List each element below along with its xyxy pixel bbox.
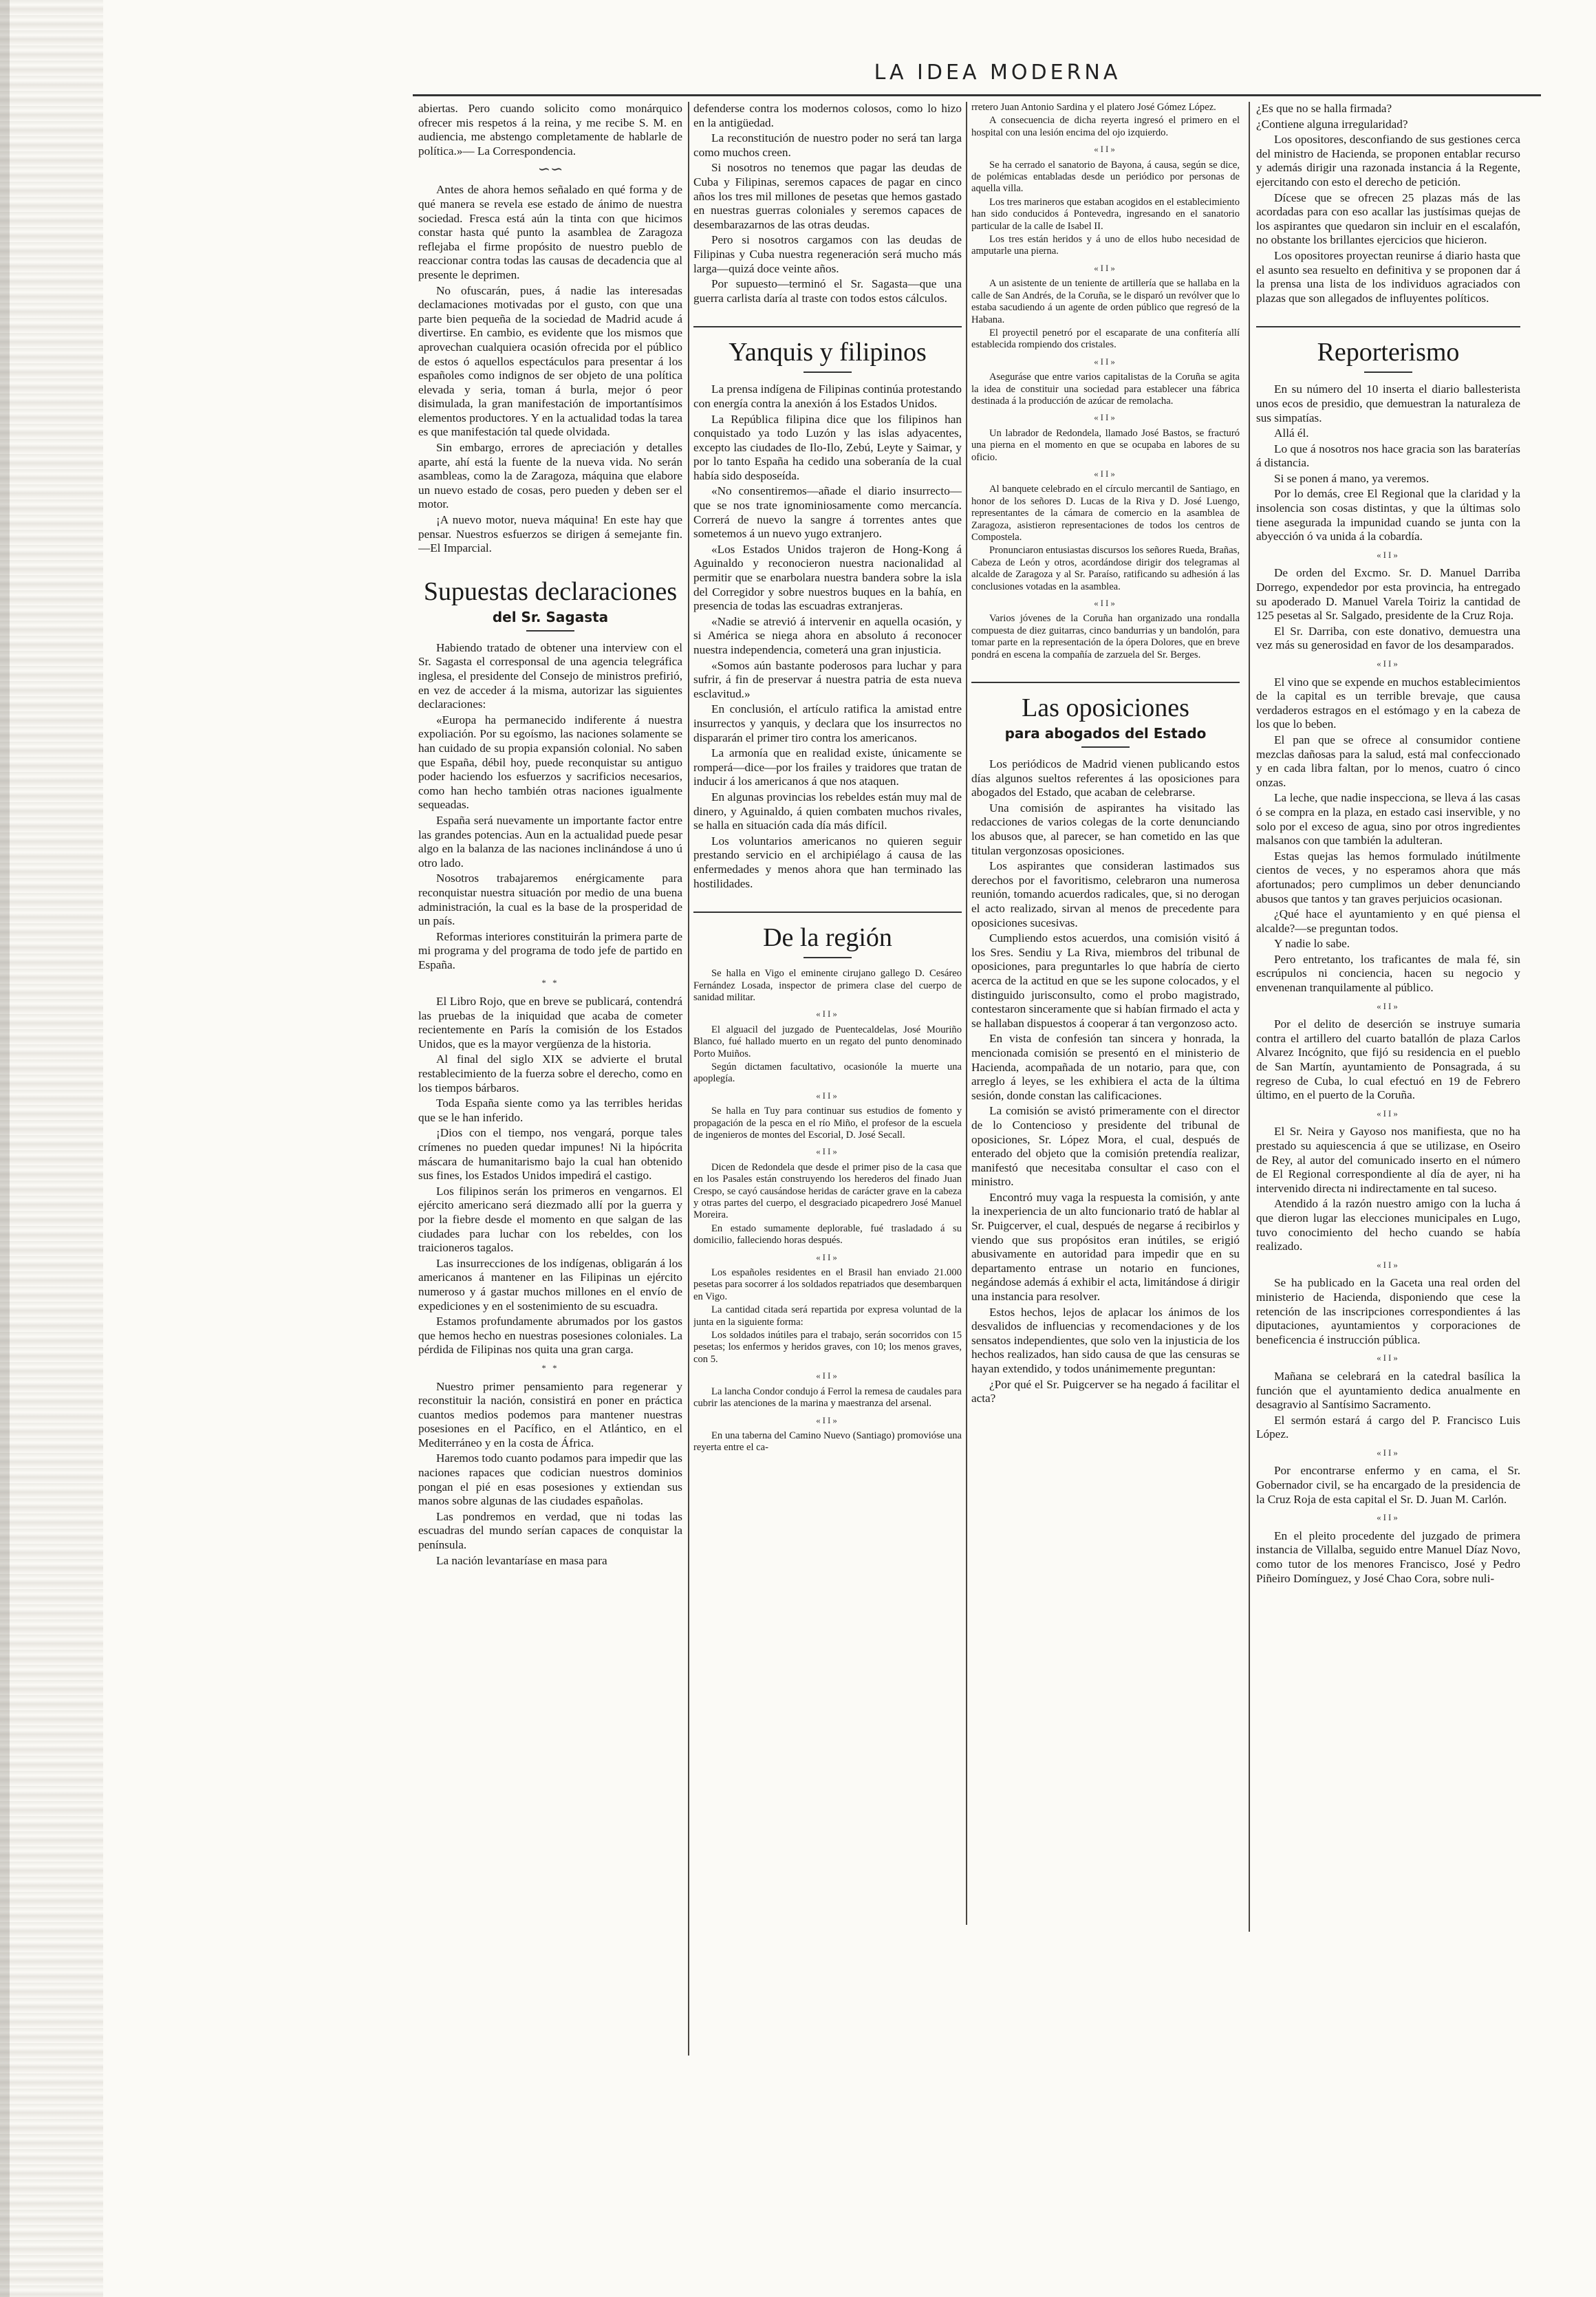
separator-mark: «II»	[1094, 262, 1117, 273]
column-divider	[966, 102, 967, 1925]
paragraph: La comisión se avistó primeramente con el director de lo Contencioso y presidente del tribunal de oposiciones, Sr. López Mora, el cual, después de enterado del objeto que la comisión pretendía realizar, manifestó que necesitaba consultar el caso con el ministro.	[971, 1104, 1240, 1189]
separator-mark: «II»	[816, 1370, 839, 1381]
paragraph: Al banquete celebrado en el círculo mercantil de Santiago, en honor de los señores D. Lucas de la Riva y D. José Luengo, representantes de la cámara de comercio en la asamblea de Zaragoza, asistieron representaciones de todos los centros de Compostela.	[971, 484, 1240, 543]
article-heading: Yanquis y filipinos	[693, 326, 962, 367]
paragraph: Atendido á la razón nuestro amigo con la lucha á que dieron lugar las elecciones municipales en Lugo, tuvo conocimiento del hecho cuando se había realizado.	[1256, 1197, 1520, 1253]
asterism: * *	[541, 1362, 559, 1373]
paragraph: La armonía que en realidad existe, únicamente se romperá—dice—por los frailes y traidores que tratan de inducir á los americanos á que nos ataquen.	[693, 746, 962, 788]
paragraph: El sermón estará á cargo del P. Francisco Luis López.	[1256, 1413, 1520, 1441]
paragraph: Dícese que se ofrecen 25 plazas más de las acordadas para con eso acallar las justísimas quejas de los aspirantes que quedaron sin incluir en el escalafón, no obstante los brillantes ejercicios que hicieron.	[1256, 191, 1520, 247]
paragraph: La cantidad citada será repartida por expresa voluntad de la junta en la siguiente forma:	[693, 1304, 962, 1328]
paragraph: Según dictamen facultativo, ocasionóle la muerte una apoplegía.	[693, 1061, 962, 1085]
paragraph: Por supuesto—terminó el Sr. Sagasta—que una guerra carlista daría al traste con todos estos cálculos.	[693, 277, 962, 305]
paragraph: En algunas provincias los rebeldes están muy mal de dinero, y Aguinaldo, á quien combaten muchos rivales, se halla en situación cada día más difícil.	[693, 790, 962, 832]
paragraph: Los periódicos de Madrid vienen publicando estos días algunos sueltos referentes á las oposiciones para abogados del Estado, que acaban de celebrarse.	[971, 757, 1240, 799]
paragraph: Los opositores proyectan reunirse á diario hasta que el asunto sea resuelto en definitiva y se proponen dar á la prensa una lista de los individuos agraciados con plazas que son allegados de influyentes políticos.	[1256, 248, 1520, 305]
paragraph: «No consentiremos—añade el diario insurrecto—que se nos trate ignominiosamente como mercancía. Correrá de nuevo la sangre á torrentes antes que sometemos á un nuevo yugo extranjero.	[693, 484, 962, 541]
heading-rule	[804, 371, 852, 373]
paragraph: Los tres marineros que estaban acogidos en el establecimiento han sido conducidos á Pontevedra, ingresando en el sanatorio particular de la calle de Isabel II.	[971, 196, 1240, 232]
separator-mark: «II»	[1377, 549, 1400, 560]
paragraph: defenderse contra los modernos colosos, como lo hizo en la antigüedad.	[693, 102, 962, 129]
separator-mark: «II»	[1377, 1259, 1400, 1270]
paragraph: El proyectil penetró por el escaparate de una confitería allí establecida rompiendo dos cristales.	[971, 327, 1240, 351]
separator-mark: «II»	[816, 1090, 839, 1101]
paragraph: La República filipina dice que los filipinos han conquistado ya todo Luzón y las islas adyacentes, excepto las ciudades de Ilo-Ilo, Zebú, Leyte y Saimar, y por lo tanto España ha cedido una soberanía de la cual había sido desposeída.	[693, 412, 962, 482]
paragraph: La nación levantaríase en masa para	[436, 1553, 607, 1567]
paragraph: Encontró muy vaga la respuesta la comisión, y ante la inexperiencia de un alto funcionario trató de hablar al Sr. Puigcerver, el cual, después de negarse á recibirlos y viendo que sus propósitos eran inútiles, se erigió abusivamente en autoridad para impedir que en su departamento entrase un notario en funciones, negándose además á exhibir el acta, limitándose á dirigir una instancia para resolver.	[971, 1190, 1240, 1304]
separator-mark: «II»	[816, 1009, 839, 1020]
separator-mark: «II»	[1377, 658, 1400, 669]
paragraph: «Nadie se atrevió á intervenir en aquella ocasión, y si América se niega ahora en absoluto á reconocer nuestra independencia, cometerá una gran injusticia.	[693, 614, 962, 656]
paragraph: «Europa ha permanecido indiferente á nuestra expoliación. Por su egoísmo, las naciones solamente se han cuidado de su propia expansión colonial. No saben que España, débil hoy, puede reconquistar su antiguo poder haciendo los esfuerzos y sacrificios necesarios, como han hecho también otras naciones igualmente sequeadas.	[418, 713, 682, 812]
paragraph: ¿Es que no se halla firmada?	[1256, 102, 1392, 115]
paragraph: ¿Por qué el Sr. Puigcerver se ha negado á facilitar el acta?	[971, 1377, 1240, 1405]
ornament-swash: ∽∽	[537, 160, 563, 178]
paragraph: El alguacil del juzgado de Puentecaldelas, José Mouriño Blanco, fué hallado muerto en un regato del punto denominado Porto Muiños.	[693, 1024, 962, 1059]
paragraph: Se halla en Vigo el eminente cirujano gallego D. Cesáreo Fernández Losada, inspector de primera clase del cuerpo de sanidad militar.	[693, 968, 962, 1003]
paragraph: ¡A nuevo motor, nueva máquina! En este hay que pensar. Nuestros esfuerzos se dirigen á semejante fin.—El Imparcial.	[418, 513, 682, 555]
separator-mark: «II»	[1377, 1512, 1400, 1523]
paragraph: Estas quejas las hemos formulado inútilmente cientos de veces, y no esperamos ahora que más afortunados; pero cumplimos un deber denunciando abusos que tantos y tan graves perjuicios ocasionan.	[1256, 849, 1520, 905]
paragraph: Por el delito de deserción se instruye sumaria contra el artillero del cuarto batallón de plaza Carlos Alvarez Incógnito, que fijó su residencia en el pueblo de San Martín, ayuntamiento de Ponsagrada, á su regreso de Cuba, lo cual efectuó en 19 de Febrero último, en el puerto de la Coruña.	[1256, 1017, 1520, 1102]
paragraph: «Somos aún bastante poderosos para luchar y para sufrir, á fin de preservar á nuestra patria de esta nueva esclavitud.»	[693, 658, 962, 700]
paragraph: La prensa indígena de Filipinas continúa protestando con energía contra la anexión á los Estados Unidos.	[693, 382, 962, 410]
paragraph: El Sr. Darriba, con este donativo, demuestra una vez más su generosidad en favor de los desamparados.	[1256, 624, 1520, 652]
paragraph: Por lo demás, cree El Regional que la claridad y la insolencia son cosas distintas, y que la últimas solo tiene asegurada la impunidad cuando se junta con la abyección ó va unida á la cobardía.	[1256, 487, 1520, 543]
paragraph: Los españoles residentes en el Brasil han enviado 21.000 pesetas para socorrer á los soldados repatriados que desembarquen en Vigo.	[693, 1267, 962, 1302]
article-heading: Supuestas declaraciones	[423, 576, 678, 606]
paragraph: La leche, que nadie inspecciona, se lleva á las casas ó se compra en la plaza, en estado casi inservible, y no solo por el exceso de agua, sino por otros ingredientes malsanos con que también la adulteran.	[1256, 791, 1520, 848]
paragraph: Por encontrarse enfermo y en cama, el Sr. Gobernador civil, se ha encargado de la presidencia de la Cruz Roja de esta capital el Sr. D. Juan M. Carlón.	[1256, 1464, 1520, 1506]
masthead	[413, 59, 1541, 99]
paragraph: El pan que se ofrece al consumidor contiene mezclas dañosas para la salud, está mal confeccionado y en cada libra faltan, por lo menos, cuatro ó cinco onzas.	[1256, 733, 1520, 789]
column-divider	[688, 102, 689, 2056]
paragraph: Dicen de Redondela que desde el primer piso de la casa que en los Pasales están construyendo los herederos del finado Juan Crespo, se cayó causándose heridas de carácter grave en la cabeza y otras partes del cuerpo, el desgraciado picapedrero José Manuel Moreira.	[693, 1161, 962, 1221]
paragraph: Pronunciaron entusiastas discursos los señores Rueda, Brañas, Cabeza de León y otros, acordándose dirigir dos telegramas al alcalde de Zaragoza y al Sr. Paraíso, ratificando su adhesión á las conclusiones votadas en la asamblea.	[971, 545, 1240, 592]
article-subheading: para abogados del Estado	[1004, 725, 1207, 742]
paragraph: Nosotros trabajaremos enérgicamente para reconquistar nuestra situación por medio de una buena administración, la cual es la base de la prosperidad de un país.	[418, 872, 682, 928]
masthead-rule	[413, 94, 1541, 96]
article-heading: Las oposiciones	[971, 682, 1240, 723]
heading-rule	[1364, 371, 1412, 373]
separator-mark: «II»	[1377, 1000, 1400, 1011]
paragraph: Reformas interiores constituirán la primera parte de mi programa y del programa de todo jefe de partido en España.	[418, 929, 682, 971]
paragraph: A consecuencia de dicha reyerta ingresó el primero en el hospital con una lesión encima del ojo izquierdo.	[971, 115, 1240, 138]
paragraph: Antes de ahora hemos señalado en qué forma y de qué manera se revela ese estado de ánimo de nuestra sociedad. Fresca está aún la tinta con que hicimos constar hasta qué punto la asamblea de Zaragoza reflejaba el firme propósito de nuestro pueblo de reaccionar contra todas las causas de decadencia que al presente le deprimen.	[418, 183, 682, 281]
binding-edge	[0, 0, 10, 2297]
paragraph: No ofuscarán, pues, á nadie las interesadas declamaciones motivadas por el gusto, con que una parte bien pequeña de la sociedad de Madrid acude á divertirse. En cambio, es evidente que los mismos que aprovechan cualquiera ocasión ofrecida por el público de estos ó aquellos espectáculos para presentar á los españoles como indignos de ser objeto de una política elevada y seria, toman á burla, mejor ó peor disimulada, la gran manifestación de importantísimos elementos productores. Y en la actualidad todas la tarea es que manifestación tal quede olvidada.	[418, 283, 682, 439]
paragraph: Pero si nosotros cargamos con las deudas de Filipinas y Cuba nuestra regeneración será mucho más larga—quizá doce veinte años.	[693, 233, 962, 275]
paragraph: Al final del siglo XIX se advierte el brutal restablecimiento de la fuerza sobre el derecho, como en los tiempos bárbaros.	[418, 1053, 682, 1094]
separator-mark: «II»	[816, 1414, 839, 1425]
article-heading: De la región	[693, 912, 962, 953]
paragraph: En su número del 10 inserta el diario ballesterista unos ecos de presidio, que demuestran la naturaleza de sus simpatías.	[1256, 382, 1520, 424]
paragraph: Toda España siente como ya las terribles heridas que se le han inferido.	[418, 1097, 682, 1124]
paragraph: El Libro Rojo, que en breve se publicará, contendrá las pruebas de la iniquidad que acaba de cometer recientemente en París la comisión de los Estados Unidos, que es la mayor vergüenza de la historia.	[418, 995, 682, 1050]
paragraph: Allá él.	[1274, 427, 1309, 440]
heading-rule	[1081, 746, 1130, 748]
binding-stain	[0, 0, 103, 2297]
paragraph: De orden del Excmo. Sr. D. Manuel Darriba Dorrego, expendedor por esta provincia, ha entregado su apoderado D. Manuel Varela Toiriz la cantidad de 125 pesetas al Sr. Salgado, presidente de la Cruz Roja.	[1256, 566, 1520, 623]
paragraph: rretero Juan Antonio Sardina y el platero José Gómez López.	[971, 102, 1216, 113]
separator-mark: «II»	[1094, 598, 1117, 609]
heading-rule	[804, 957, 852, 958]
paragraph: Una comisión de aspirantes ha visitado las redacciones de varios colegas de la corte denunciando los abusos que, al parecer, se han cometido en las que titulan vergonzosas oposiciones.	[971, 801, 1240, 857]
column-divider	[1249, 102, 1250, 1932]
paragraph: Los filipinos serán los primeros en vengarnos. El ejército americano será diezmado allí por la guerra y por la fiebre desde el momento en que salgan de las ciudades para luchar con los rebeldes, con los traicioneros tagalos.	[418, 1184, 682, 1255]
paragraph: Los soldados inútiles para el trabajo, serán socorridos con 15 pesetas; los enfermos y heridos graves, con 10; los menos graves, con 5.	[693, 1330, 962, 1365]
paragraph: Si se ponen á mano, ya veremos.	[1274, 471, 1430, 485]
paragraph: Sin embargo, errores de apreciación y detalles aparte, ahí está la fuente de la nueva vida. No serán asambleas, como la de Zaragoza, máquina que elabore un nuevo estado de cosas, pero pueden y deben ser el motor.	[418, 441, 682, 511]
separator-mark: «II»	[1377, 1447, 1400, 1458]
column-4	[1256, 102, 1520, 2097]
paragraph: El vino que se expende en muchos establecimientos de la capital es un terrible brevaje, que causa verdaderos estragos en el estómago y en la cabeza de los que lo beben.	[1256, 675, 1520, 731]
paragraph: Se halla en Tuy para continuar sus estudios de fomento y propagación de la pesca en el río Miño, el profesor de la escuela de ingenieros de montes del Escorial, D. José Secall.	[693, 1106, 962, 1141]
paragraph: Un labrador de Redondela, llamado José Bastos, se fracturó una pierna en el momento en que se ocupaba en labores de su oficio.	[971, 427, 1240, 463]
paragraph: abiertas. Pero cuando solicito como monárquico ofrecer mis respetos á la reina, y me recibe S. M. en audiencia, me abstengo completamente de hablarle de política.»— La Correspondencia.	[418, 102, 682, 158]
paragraph: En estado sumamente deplorable, fué trasladado á su domicilio, falleciendo horas después.	[693, 1222, 962, 1247]
paragraph: ¿Contiene alguna irregularidad?	[1256, 117, 1408, 131]
article-subheading: del Sr. Sagasta	[492, 608, 609, 625]
article-heading: Reporterismo	[1256, 326, 1520, 367]
paragraph: Lo que á nosotros nos hace gracia son las baraterías á distancia.	[1256, 442, 1520, 470]
paragraph: Los aspirantes que consideran lastimados sus derechos por el favoritismo, celebraron una numerosa reunión, tomando acuerdos radicales, que, si no derogan el acto realizado, sirvan al menos de precedente para oposiciones sucesivas.	[971, 859, 1240, 929]
paragraph: La lancha Condor condujo á Ferrol la remesa de caudales para cubrir las atenciones de la marina y maestranza del arsenal.	[693, 1385, 962, 1410]
paragraph: Y nadie lo sabe.	[1274, 937, 1350, 951]
column-3	[971, 102, 1240, 2097]
paragraph: La reconstitución de nuestro poder no será tan larga como muchos creen.	[693, 131, 962, 159]
paragraph: En una taberna del Camino Nuevo (Santiago) promovióse una reyerta entre el ca-	[693, 1430, 962, 1454]
paragraph: Cumpliendo estos acuerdos, una comisión visitó á los Sres. Sendiu y La Riva, miembros del tribunal de oposiciones, para preguntarles lo que habría de cierto acerca de la actitud en que se les supone colocados, y el distinguido jurisconsulto, como el probo magistrado, contestaron sinceramente que si habían firmado el acta y se hallaban dispuestos á cooperar á tan vergonzoso acto.	[971, 931, 1240, 1030]
paragraph: Las pondremos en verdad, que ni todas las escuadras del mundo serían capaces de conquistar la península.	[418, 1509, 682, 1552]
paragraph: Habiendo tratado de obtener una interview con el Sr. Sagasta el corresponsal de una agencia telegráfica inglesa, el presidente del Consejo de ministros prefirió, en vez de acceder á la misma, autorizar las siguientes declaraciones:	[418, 640, 682, 711]
separator-mark: «II»	[1094, 468, 1117, 479]
heading-rule	[526, 630, 574, 632]
paragraph: ¿Qué hace el ayuntamiento y en qué piensa el alcalde?—se preguntan todos.	[1256, 907, 1520, 935]
separator-mark: «II»	[1094, 356, 1117, 367]
paragraph: A un asistente de un teniente de artillería que se hallaba en la calle de San Andrés, de la Coruña, se le disparó un revólver que lo estaba sacudiendo á un agente de orden público que regresó de la Habana.	[971, 278, 1240, 325]
paragraph: «Los Estados Unidos trajeron de Hong-Kong á Aguinaldo y reconocieron nuestra nacionalidad al permitir que se enarbolara nuestra bandera sobre la isla del Corregidor y sobre nuestros buques en la bahía, en presencia de todas las escuadras extranjeras.	[693, 542, 962, 613]
separator-mark: «II»	[816, 1251, 839, 1262]
paragraph: Se ha cerrado el sanatorio de Bayona, á causa, según se dice, de polémicas entabladas desde un periódico por personas de aquella villa.	[971, 159, 1240, 195]
paragraph: Nuestro primer pensamiento para regenerar y reconstituir la nación, consistirá en poner en práctica cuantos medios podemos para mantener nuestras posesiones en el Pacífico, en el Atlántico, en el Mediterráneo y en la costa de África.	[418, 1379, 682, 1449]
paragraph: Los voluntarios americanos no quieren seguir prestando servicio en el archipiélago á causa de las enfermedades y menos ahora que han terminado las hostilidades.	[693, 834, 962, 890]
paragraph: ¡Dios con el tiempo, nos vengará, porque tales crímenes no pueden quedar impunes! Ni la hipócrita máscara de humanitarismo bajo la cual han obtenido sus fines, los Estados Unidos impedirá el castigo.	[418, 1126, 682, 1183]
column-2	[693, 102, 962, 2097]
paragraph: El Sr. Neira y Gayoso nos manifiesta, que no ha prestado su aquiescencia á que se utilizase, en Oseiro de Rey, al autor del comunicado inserto en el número de El Regional correspondiente al día de ayer, ni ha intervenido directa ni indirectamente en tal suceso.	[1256, 1125, 1520, 1195]
paragraph: Haremos todo cuanto podamos para impedir que las naciones rapaces que codician nuestros dominios pongan el pié en esas posesiones y extiendan sus manos sobre algunas de las ciudades españolas.	[418, 1452, 682, 1508]
separator-mark: «II»	[1094, 144, 1117, 155]
paragraph: Si nosotros no tenemos que pagar las deudas de Cuba y Filipinas, seremos capaces de pagar en cinco años los tres mil millones de pesetas que hemos gastado en nuestras guerras coloniales y seremos capaces de desembarazarnos de las otras deudas.	[693, 161, 962, 231]
separator-mark: «II»	[816, 1146, 839, 1157]
paragraph: Se ha publicado en la Gaceta una real orden del ministerio de Hacienda, disponiendo que cese la retención de las inscripciones correspondientes á las diputaciones, ayuntamientos y corporaciones de beneficencia é instrucción pública.	[1256, 1276, 1520, 1346]
column-1	[418, 102, 682, 2097]
paragraph: En conclusión, el artículo ratifica la amistad entre insurrectos y yanquis, y declara que los insurrectos no dispararán el primer tiro contra los americanos.	[693, 702, 962, 744]
paragraph: Pero entretanto, los traficantes de mala fé, sin escrúpulos ni conciencia, hacen su negocio y envenenan tranquilamente al público.	[1256, 952, 1520, 995]
paragraph: Varios jóvenes de la Coruña han organizado una rondalla compuesta de diez guitarras, cinco bandurrias y un bandolón, para tomar parte en la representación de la ópera Dolores, que en breve pondrá en escena la compañía de zarzuela del Sr. Berges.	[971, 613, 1240, 660]
paragraph: Estos hechos, lejos de aplacar los ánimos de los desvalidos de influencias y recomendaciones y de los sensatos independientes, que solo ven la injusticia de los hechos realizados, han sido causa de que las censuras se hayan extendido, y todos unánimemente preguntan:	[971, 1305, 1240, 1375]
paragraph: España será nuevamente un importante factor entre las grandes potencias. Aun en la actualidad puede pesar algo en la balanza de las naciones inclinándose á uno ú otro lado.	[418, 813, 682, 870]
separator-mark: «II»	[1094, 412, 1117, 423]
paragraph: Mañana se celebrará en la catedral basílica la función que el ayuntamiento dedica anualmente en desagravio al Santísimo Sacramento.	[1256, 1369, 1520, 1412]
paragraph: Los opositores, desconfiando de sus gestiones cerca del ministro de Hacienda, se proponen entablar recurso y además dirigir una razonada instancia á la Regente, ejercitando con esto el derecho de petición.	[1256, 133, 1520, 188]
paragraph: Las insurrecciones de los indígenas, obligarán á los americanos á mantener en las Filipinas un ejército numeroso y á gastar muchos millones en el envío de expediciones y en el sostenimiento de su escuadra.	[418, 1256, 682, 1313]
separator-mark: «II»	[1377, 1352, 1400, 1363]
paragraph: Aseguráse que entre varios capitalistas de la Coruña se agita la idea de constituir una sociedad para establecer una fábrica destinada á la producción de azúcar de remolacha.	[971, 371, 1240, 407]
asterism: * *	[541, 978, 559, 989]
paragraph: Estamos profundamente abrumados por los gastos que hemos hecho en nuestras posesiones coloniales. La pérdida de Filipinas nos quita una gran carga.	[418, 1315, 682, 1357]
paragraph: En vista de confesión tan sincera y honrada, la mencionada comisión se presentó en el ministerio de Hacienda, acompañada de un notario, para que, con arreglo á leyes, se les exhibiera el acta de la última sesión, donde constan las calificaciones.	[971, 1032, 1240, 1102]
newspaper-title: LA IDEA MODERNA	[874, 61, 1121, 85]
paragraph: Los tres están heridos y á uno de ellos hubo necesidad de amputarle una pierna.	[971, 234, 1240, 257]
paragraph: En el pleito procedente del juzgado de primera instancia de Villalba, seguido entre Manuel Díaz Novo, como tutor de los menores Francisco, José y Pedro Piñeiro Domínguez, y José Chao Cora, sobre nuli-	[1256, 1529, 1520, 1585]
separator-mark: «II»	[1377, 1108, 1400, 1119]
